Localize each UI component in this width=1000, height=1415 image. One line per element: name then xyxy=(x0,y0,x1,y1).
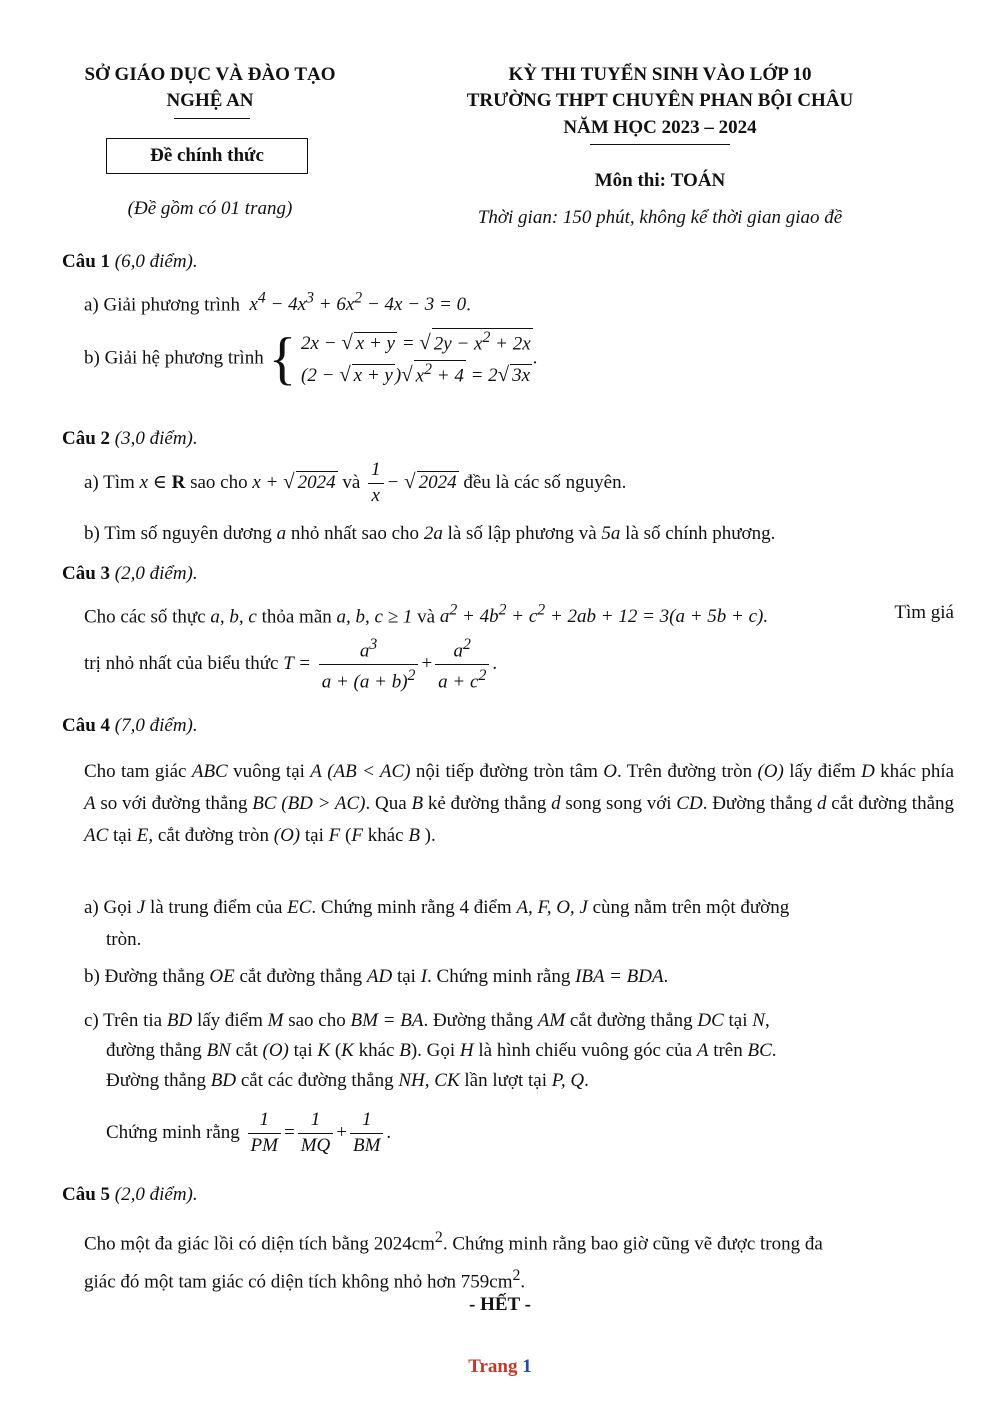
footer-page-number: 1 xyxy=(522,1356,532,1377)
q1b-eq1: 2x − √ x + y = √ $2y - x^2 + 2x$ xyxy=(301,328,531,354)
q4-p5: lấy điểm xyxy=(789,761,856,782)
q4c-claim: Chứng minh rằng $\frac{1}{PM}$ = $\frac{1}{MQ}$ + $\frac{1}{BM}$ . xyxy=(106,1109,392,1156)
q4b-t4: . Chứng minh rằng xyxy=(427,966,571,987)
school-name: TRƯỜNG THPT CHUYÊN PHAN BỘI CHÂU xyxy=(466,90,854,111)
q2-heading xyxy=(62,428,198,450)
q3-t3: và xyxy=(417,606,436,628)
q2b-t3: là số lập phương và xyxy=(447,523,597,544)
q4c-t8: cắt xyxy=(235,1040,258,1061)
province-underline xyxy=(174,118,250,119)
q4-p4: . Trên đường tròn xyxy=(617,761,753,782)
q4c-t9: tại xyxy=(293,1040,313,1061)
q2-points: (3,0 điểm). xyxy=(114,428,198,449)
q4a-t5: tròn. xyxy=(106,929,142,950)
q4c-t7: đường thẳng xyxy=(106,1040,202,1061)
q3-heading xyxy=(62,563,198,585)
official-label: Đề chính thức xyxy=(150,145,264,166)
frac-mq: $\frac{1}{MQ}$ xyxy=(298,1110,334,1157)
q4c-t13: trên xyxy=(713,1040,743,1061)
q4-points: (7,0 điểm). xyxy=(114,715,198,736)
q4a-t3: . Chứng minh rằng 4 điểm xyxy=(311,897,512,918)
q5-body: Cho một đa giác lồi có diện tích bằng $2024cm^2$. Chứng minh rằng bao giờ cũng vẽ được trong đa giác đó một tam giác có diện tích không nhỏ hơn $759cm^2$. xyxy=(84,1229,823,1293)
q3-title: Câu 3 xyxy=(62,563,111,584)
frac-pm: $\frac{1}{PM}$ xyxy=(248,1110,281,1157)
q4a-t4: cùng nằm trên một đường xyxy=(592,897,790,918)
q5-area2: 759cm xyxy=(460,1271,513,1293)
q4-p12: . Đường thẳng xyxy=(702,793,813,814)
q1b: b) Giải hệ phương trình { 2x − √ x + y = √ $2y - x^2 + 2x$ (2 − √ x + y )√ $x^2 + 4 = 2√$ 3x . xyxy=(84,325,538,391)
q1-title: Câu 1 xyxy=(62,251,111,272)
q3-points: (2,0 điểm). xyxy=(114,563,198,584)
q3-t1: Cho các số thực xyxy=(84,606,206,628)
q5-heading xyxy=(62,1184,198,1206)
q1b-label: b) Giải hệ phương trình xyxy=(84,347,264,369)
q3-frac2: $\frac{a^2}{a + c^2}$ xyxy=(435,636,489,693)
dept-name: SỞ GIÁO DỤC VÀ ĐÀO TẠO xyxy=(84,64,336,85)
exam-title: KỲ THI TUYỂN SINH VÀO LỚP 10 xyxy=(508,64,812,85)
q4a: a) Gọi J là trung điểm của EC. Chứng minh rằng 4 điểm A, F, O, J cùng nằm trên một đường tròn. xyxy=(84,897,790,950)
q3-frac1: $\frac{a^3}{a + (a + b)^2}$ xyxy=(319,636,419,693)
q3-line2: trị nhỏ nhất của biểu thức T = $\frac{a^3}{a + (a + b)^2}$ + $\frac{a^2}{a + c^2}$ . xyxy=(84,636,498,693)
q2-title: Câu 2 xyxy=(62,428,111,449)
q4-p10: song xyxy=(565,793,602,814)
q5-title: Câu 5 xyxy=(62,1184,111,1205)
q4-p8: . Qua xyxy=(365,793,407,814)
q2a-label: a) Tìm xyxy=(84,471,135,493)
q3-line1: Cho các số thực a, b, c thỏa mãn a, b, c ≥ 1 và $a^2 + 4b^2 + c^2 + 2ab + 12 = 3(a + 5b + c)$. Tìm giá xyxy=(84,602,954,628)
q5-t2: . Chứng minh rằng bao giờ cũng vẽ được trong đa xyxy=(442,1233,823,1255)
q1a-label: a) Giải phương trình xyxy=(84,294,240,316)
q4c-t1: c) Trên tia xyxy=(84,1010,163,1031)
subject-label: Môn thi: xyxy=(594,170,666,191)
q4b: b) Đường thẳng OE cắt đường thẳng AD tại I. Chứng minh rằng IBA = BDA. xyxy=(84,966,669,987)
q3-t4: Tìm giá xyxy=(894,602,954,623)
q4-p15: , cắt đường tròn xyxy=(148,825,269,846)
q4-p9: kẻ đường thẳng xyxy=(427,793,547,814)
q4-p13: cắt đường thẳng xyxy=(831,793,955,814)
q4b-t1: b) Đường thẳng xyxy=(84,966,205,987)
q4-p2: vuông tại xyxy=(233,761,305,782)
q5-points: (2,0 điểm). xyxy=(114,1184,198,1205)
q3-t2: thỏa mãn xyxy=(261,606,332,628)
q4a-t1: a) Gọi xyxy=(84,897,133,918)
q4-p17: khác xyxy=(367,825,404,846)
q4c-t10: khác xyxy=(358,1040,395,1061)
q4a-t2: là trung điểm của xyxy=(149,897,283,918)
q4c-t6: tại xyxy=(728,1010,748,1031)
official-badge xyxy=(106,138,308,174)
q4c: c) Trên tia BD lấy điểm M sao cho BM = BA. Đường thẳng AM cắt đường thẳng DC tại N, đường thẳng BN cắt (O) tại K (K khác B). Gọi H là hình chiếu vuông góc của A trên BC. Đường thẳng BD cắt các đường thẳng NH, CK lần lượt tại P, Q. xyxy=(84,1010,777,1091)
q4b-t2: cắt đường thẳng xyxy=(239,966,363,987)
q4-p7: so với đường thẳng xyxy=(100,793,248,814)
system-brace: { xyxy=(268,325,297,391)
q1a-equation: $x^4 - 4x^3 + 6x^2 - 4x - 3 = 0$ xyxy=(244,290,467,316)
q4-p1: Cho tam giác xyxy=(84,761,187,782)
q4-title: Câu 4 xyxy=(62,715,111,736)
q2b-t4: là số chính phương. xyxy=(625,523,776,544)
year-underline xyxy=(590,144,730,145)
footer-label: Trang xyxy=(468,1356,518,1377)
q2a-fraction: $\frac{1}{x}$ xyxy=(368,460,384,507)
q2a: a) Tìm x ∈ R sao cho x + √ 2024 và $\frac{1}{x}$ − √ 2024 đều là các số nguyên. xyxy=(84,459,627,506)
school-year: NĂM HỌC 2023 – 2024 xyxy=(563,117,757,138)
q4c-t15: cắt các đường thẳng xyxy=(240,1070,394,1091)
q4c-t12: là hình chiếu vuông góc của xyxy=(478,1040,693,1061)
q4b-t3: tại xyxy=(396,966,416,987)
q4c-t11: ). Gọi xyxy=(410,1040,456,1061)
q4-intro: Cho tam giác ABC vuông tại A (AB < AC) nội tiếp đường tròn tâm O. Trên đường tròn (O) lấy điểm D khác phía A so với đường thẳng BC (BD > AC). Qua B kẻ đường thẳng d song song với CD. Đường thẳng d cắt đường thẳng AC tại E, cắt đường tròn (O) tại F (F khác B ). xyxy=(84,761,955,846)
q5-t1: Cho một đa giác lồi có diện tích bằng xyxy=(84,1233,369,1255)
q4-p6: khác phía xyxy=(880,761,955,782)
time-note: Thời gian: 150 phút, không kể thời gian giao đề xyxy=(477,207,843,228)
q4-heading xyxy=(62,715,198,737)
q4c-t2: lấy điểm xyxy=(196,1010,263,1031)
subject-line xyxy=(400,170,920,192)
q1b-eq2: (2 − √ x + y )√ $x^2 + 4 = 2√$ 3x xyxy=(301,361,531,387)
q2a-mid2: và xyxy=(342,471,361,493)
q1-heading xyxy=(62,251,198,273)
end-mark: - HẾT - xyxy=(469,1294,531,1315)
q4-p11: song với xyxy=(606,793,672,814)
page-footer xyxy=(0,1356,1000,1378)
q2b-t2: nhỏ nhất sao cho xyxy=(290,523,420,544)
pages-note: (Đề gồm có 01 trang) xyxy=(127,198,293,219)
q5-t3: giác đó một tam giác có diện tích không nhỏ hơn xyxy=(84,1271,457,1293)
q1b-system xyxy=(301,326,533,391)
q4-p16: tại xyxy=(304,825,324,846)
q4c-t14: Đường thẳng xyxy=(106,1070,207,1091)
frac-bm: $\frac{1}{BM}$ xyxy=(350,1110,383,1157)
q4c-t16: lần lượt tại xyxy=(464,1070,547,1091)
q2a-end: đều là các số nguyên. xyxy=(463,471,627,493)
q2b: b) Tìm số nguyên dương a nhỏ nhất sao cho 2a là số lập phương và 5a là số chính phương. xyxy=(84,523,776,544)
q4c-t4: . Đường thẳng xyxy=(423,1010,533,1031)
province-name: NGHỆ AN xyxy=(166,90,254,111)
q2a-mid1: sao cho xyxy=(190,471,248,493)
q5-area1: 2024cm xyxy=(373,1233,435,1255)
q1a: a) Giải phương trình $x^4 - 4x^3 + 6x^2 - 4x - 3 = 0$. xyxy=(84,290,471,316)
q3-t5: trị nhỏ nhất của biểu thức xyxy=(84,653,279,675)
q1-points: (6,0 điểm). xyxy=(114,251,198,272)
q4-p14: tại xyxy=(113,825,133,846)
q4c-t5: cắt đường thẳng xyxy=(569,1010,693,1031)
q4c-t3: sao cho xyxy=(288,1010,346,1031)
q4-p3: nội tiếp đường tròn tâm xyxy=(415,761,598,782)
q4c-t17: Chứng minh rằng xyxy=(106,1121,240,1143)
q2b-t1: b) Tìm số nguyên dương xyxy=(84,523,272,544)
subject-name: TOÁN xyxy=(670,170,726,191)
